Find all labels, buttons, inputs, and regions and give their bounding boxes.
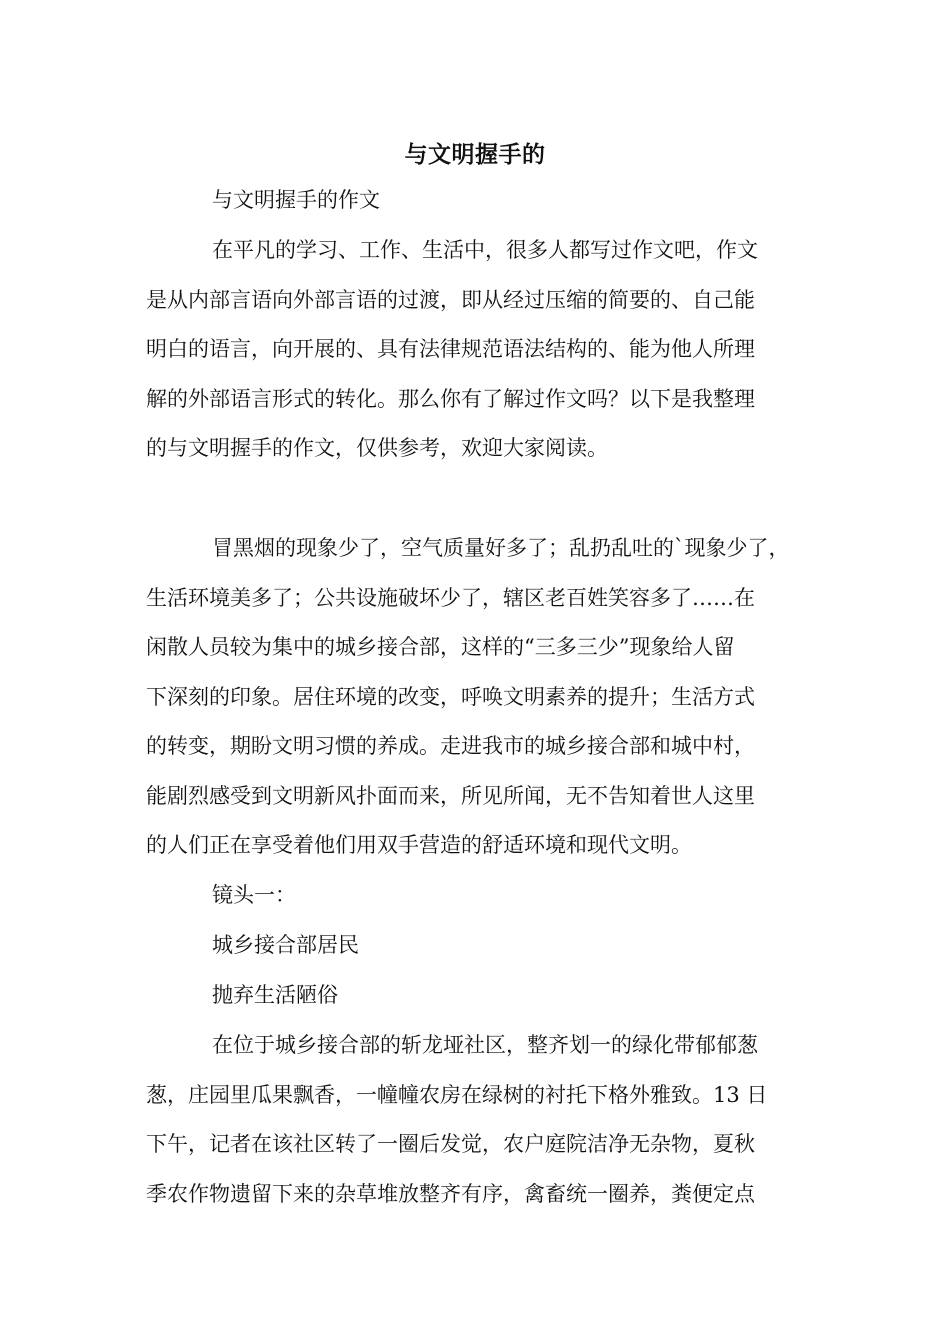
body-line: 生活环境美多了；公共设施破坏少了，辖区老百姓笑容多了……在 [146, 585, 755, 610]
section-paragraph [146, 1021, 816, 1219]
section-line: 在位于城乡接合部的斩龙垭社区，整齐划一的绿化带郁郁葱 [212, 1033, 758, 1057]
document-subtitle [146, 176, 816, 226]
section-line: 葱，庄园里瓜果飘香，一幢幢农房在绿树的衬托下格外雅致。13 日 [146, 1082, 768, 1107]
body-line: 闲散人员较为集中的城乡接合部，这样的“三多三少”现象给人留 [146, 635, 735, 659]
document-title: 与文明握手的 [404, 141, 546, 168]
heading-text: 城乡接合部居民 [212, 933, 359, 957]
body-line: 冒黑烟的现象少了，空气质量好多了；乱扔乱吐的`现象少了， [212, 536, 790, 560]
body-line: 的人们正在享受着他们用双手营造的舒适环境和现代文明。 [146, 833, 692, 857]
intro-line: 的与文明握手的作文，仅供参考，欢迎大家阅读。 [146, 436, 608, 460]
subtitle-line: 与文明握手的作文 [212, 188, 380, 212]
heading-text: 镜头一： [212, 883, 296, 907]
intro-line: 在平凡的学习、工作、生活中，很多人都写过作文吧，作文 [212, 238, 758, 262]
section-heading-1 [146, 871, 816, 921]
section-line: 下午，记者在该社区转了一圈后发觉，农户庭院洁净无杂物，夏秋 [146, 1132, 755, 1156]
intro-line: 明白的语言，向开展的、具有法律规范语法结构的、能为他人所理 [146, 337, 755, 361]
heading-text: 抛弃生活陋俗 [212, 983, 338, 1007]
section-heading-3 [146, 971, 816, 1021]
section-heading-2 [146, 921, 816, 971]
body-paragraph [146, 524, 816, 871]
section-line: 季农作物遗留下来的杂草堆放整齐有序，禽畜统一圈养，粪便定点 [146, 1181, 755, 1206]
intro-line: 是从内部言语向外部言语的过渡，即从经过压缩的简要的、自己能 [146, 287, 755, 312]
intro-paragraph [146, 226, 816, 474]
body-line: 的转变，期盼文明习惯的养成。走进我市的城乡接合部和城中村， [146, 734, 755, 758]
intro-line: 解的外部语言形式的转化。那么你有了解过作文吗？以下是我整理 [146, 386, 755, 411]
body-line: 下深刻的印象。居住环境的改变，呼唤文明素养的提升；生活方式 [146, 684, 755, 709]
body-line: 能剧烈感受到文明新风扑面而来，所见所闻，无不告知着世人这里 [146, 783, 755, 808]
